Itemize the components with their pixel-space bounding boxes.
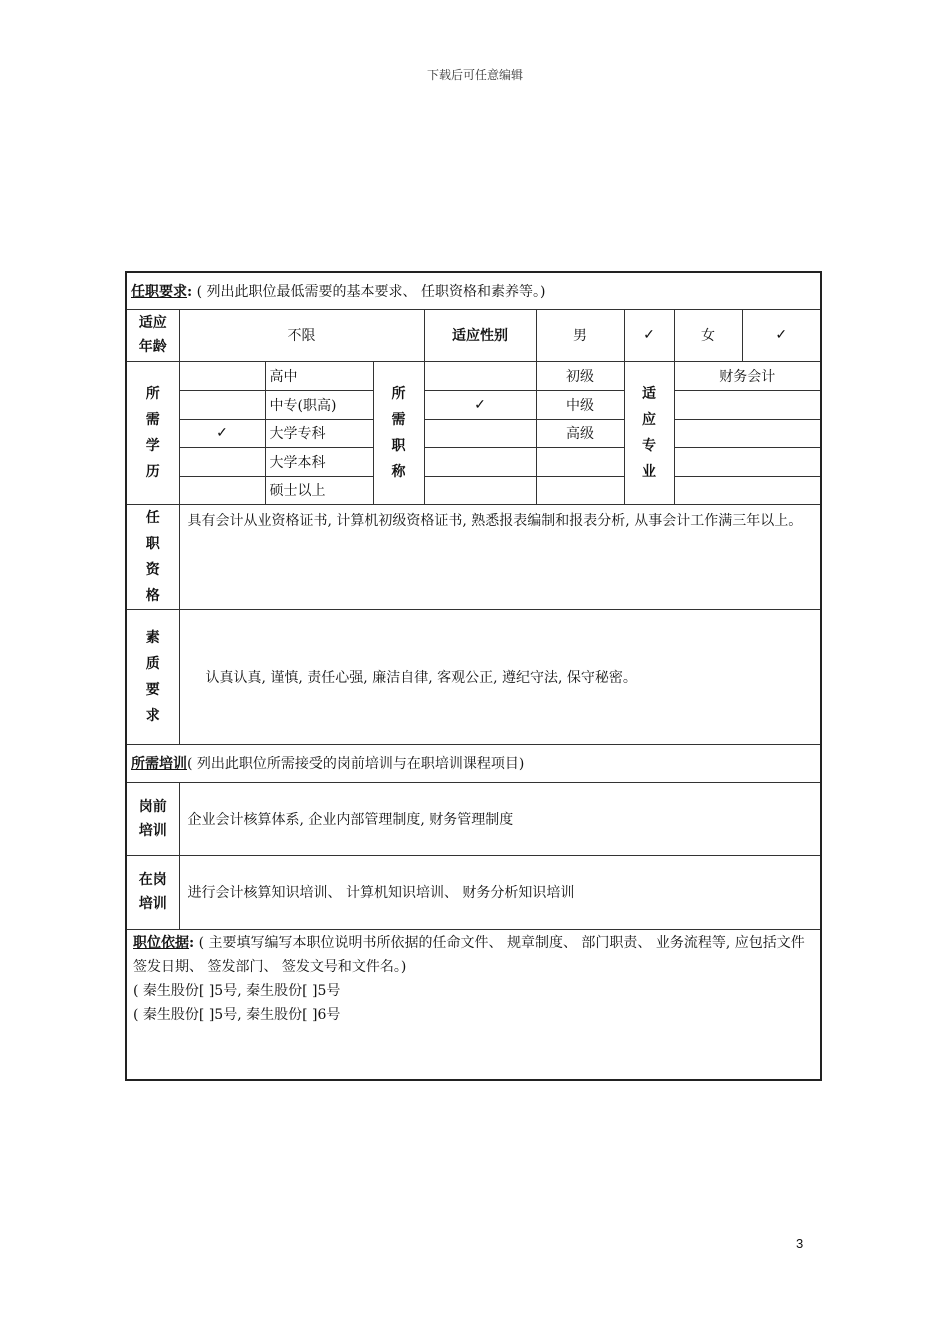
major-item: 财务会计: [674, 361, 821, 390]
pre-training-text: 企业会计核算体系, 企业内部管理制度, 财务管理制度: [179, 782, 821, 855]
major-item: [674, 390, 821, 419]
basis-row: [126, 929, 821, 1080]
quality-text: 认真认真, 谨慎, 责任心强, 廉洁自律, 客观公正, 遵纪守法, 保守秘密。: [179, 609, 821, 744]
age-label: [126, 309, 179, 361]
education-row: [126, 476, 821, 504]
age-label-line-2: 年龄: [138, 339, 167, 355]
page-header: 下载后可任意编辑: [426, 68, 523, 82]
age-gender-row: [126, 309, 821, 361]
requirements-colon: :: [187, 283, 193, 300]
title-rank-level: 初级: [536, 361, 624, 390]
job-requirements-table: [125, 271, 822, 1081]
education-level: 大学本科: [265, 447, 373, 476]
education-check: [179, 447, 265, 476]
requirements-header-row: [126, 272, 821, 309]
title-rank-level: [536, 447, 624, 476]
requirements-header-cell: [126, 272, 821, 309]
gender-female-check: ✓: [742, 309, 821, 361]
age-label-line-1: 适应: [138, 315, 167, 331]
education-row: [126, 419, 821, 447]
education-check: [179, 390, 265, 419]
age-value: 不限: [179, 309, 424, 361]
title-rank-label: 所 需 职 称: [373, 361, 424, 504]
on-training-row: [126, 855, 821, 929]
pre-training-row: [126, 782, 821, 855]
on-training-label: 在岗 培训: [126, 855, 179, 929]
title-rank-check: [424, 476, 536, 504]
training-note: ( 列出此职位所需接受的岗前培训与在职培训课程项目): [187, 756, 525, 772]
major-item: [674, 476, 821, 504]
education-check: ✓: [179, 419, 265, 447]
education-check: [179, 476, 265, 504]
education-level: 高中: [265, 361, 373, 390]
title-rank-check: [424, 419, 536, 447]
qualification-text: 具有会计从业资格证书, 计算机初级资格证书, 熟悉报表编制和报表分析, 从事会计工作满三年以上。: [179, 504, 821, 609]
title-rank-level: 高级: [536, 419, 624, 447]
training-header-row: [126, 744, 821, 782]
quality-row: [126, 609, 821, 744]
training-header-cell: [126, 744, 821, 782]
title-rank-level: [536, 476, 624, 504]
major-label: 适 应 专 业: [624, 361, 674, 504]
qualification-row: [126, 504, 821, 609]
page-number: 3: [796, 1236, 804, 1251]
qualification-label: 任 职 资 格: [126, 504, 179, 609]
gender-female: 女: [674, 309, 742, 361]
quality-label: 素 质 要 求: [126, 609, 179, 744]
gender-label: 适应性别: [424, 309, 536, 361]
basis-note: ( 主要填写编写本职位说明书所依据的任命文件、 规章制度、 部门职责、 业务流程等, 应包括文件签发日期、 签发部门、 签发文号和文件名。): [133, 934, 805, 975]
basis-line: ( 秦生股份[ ]5号, 秦生股份[ ]6号: [133, 1006, 341, 1023]
basis-cell: [126, 929, 821, 1080]
requirements-note: ( 列出此职位最低需要的基本要求、 任职资格和素养等。): [192, 283, 546, 300]
major-item: [674, 447, 821, 476]
basis-title: 职位依据: [133, 934, 189, 951]
basis-intro: [133, 931, 814, 979]
education-row: [126, 390, 821, 419]
education-level: 中专(职高): [265, 390, 373, 419]
education-row: [126, 361, 821, 390]
education-level: 硕士以上: [265, 476, 373, 504]
gender-male: 男: [536, 309, 624, 361]
title-rank-check: [424, 447, 536, 476]
on-training-text: 进行会计核算知识培训、 计算机知识培训、 财务分析知识培训: [179, 855, 821, 929]
requirements-title: 任职要求: [131, 283, 187, 300]
education-label: 所 需 学 历: [126, 361, 179, 504]
title-rank-level: 中级: [536, 390, 624, 419]
education-check: [179, 361, 265, 390]
major-item: [674, 419, 821, 447]
title-rank-check: [424, 361, 536, 390]
title-rank-check: ✓: [424, 390, 536, 419]
basis-colon: :: [189, 934, 195, 951]
pre-training-label: 岗前 培训: [126, 782, 179, 855]
training-title: 所需培训: [131, 756, 187, 772]
gender-male-check: ✓: [624, 309, 674, 361]
education-row: [126, 447, 821, 476]
basis-line: ( 秦生股份[ ]5号, 秦生股份[ ]5号: [133, 982, 341, 999]
education-level: 大学专科: [265, 419, 373, 447]
